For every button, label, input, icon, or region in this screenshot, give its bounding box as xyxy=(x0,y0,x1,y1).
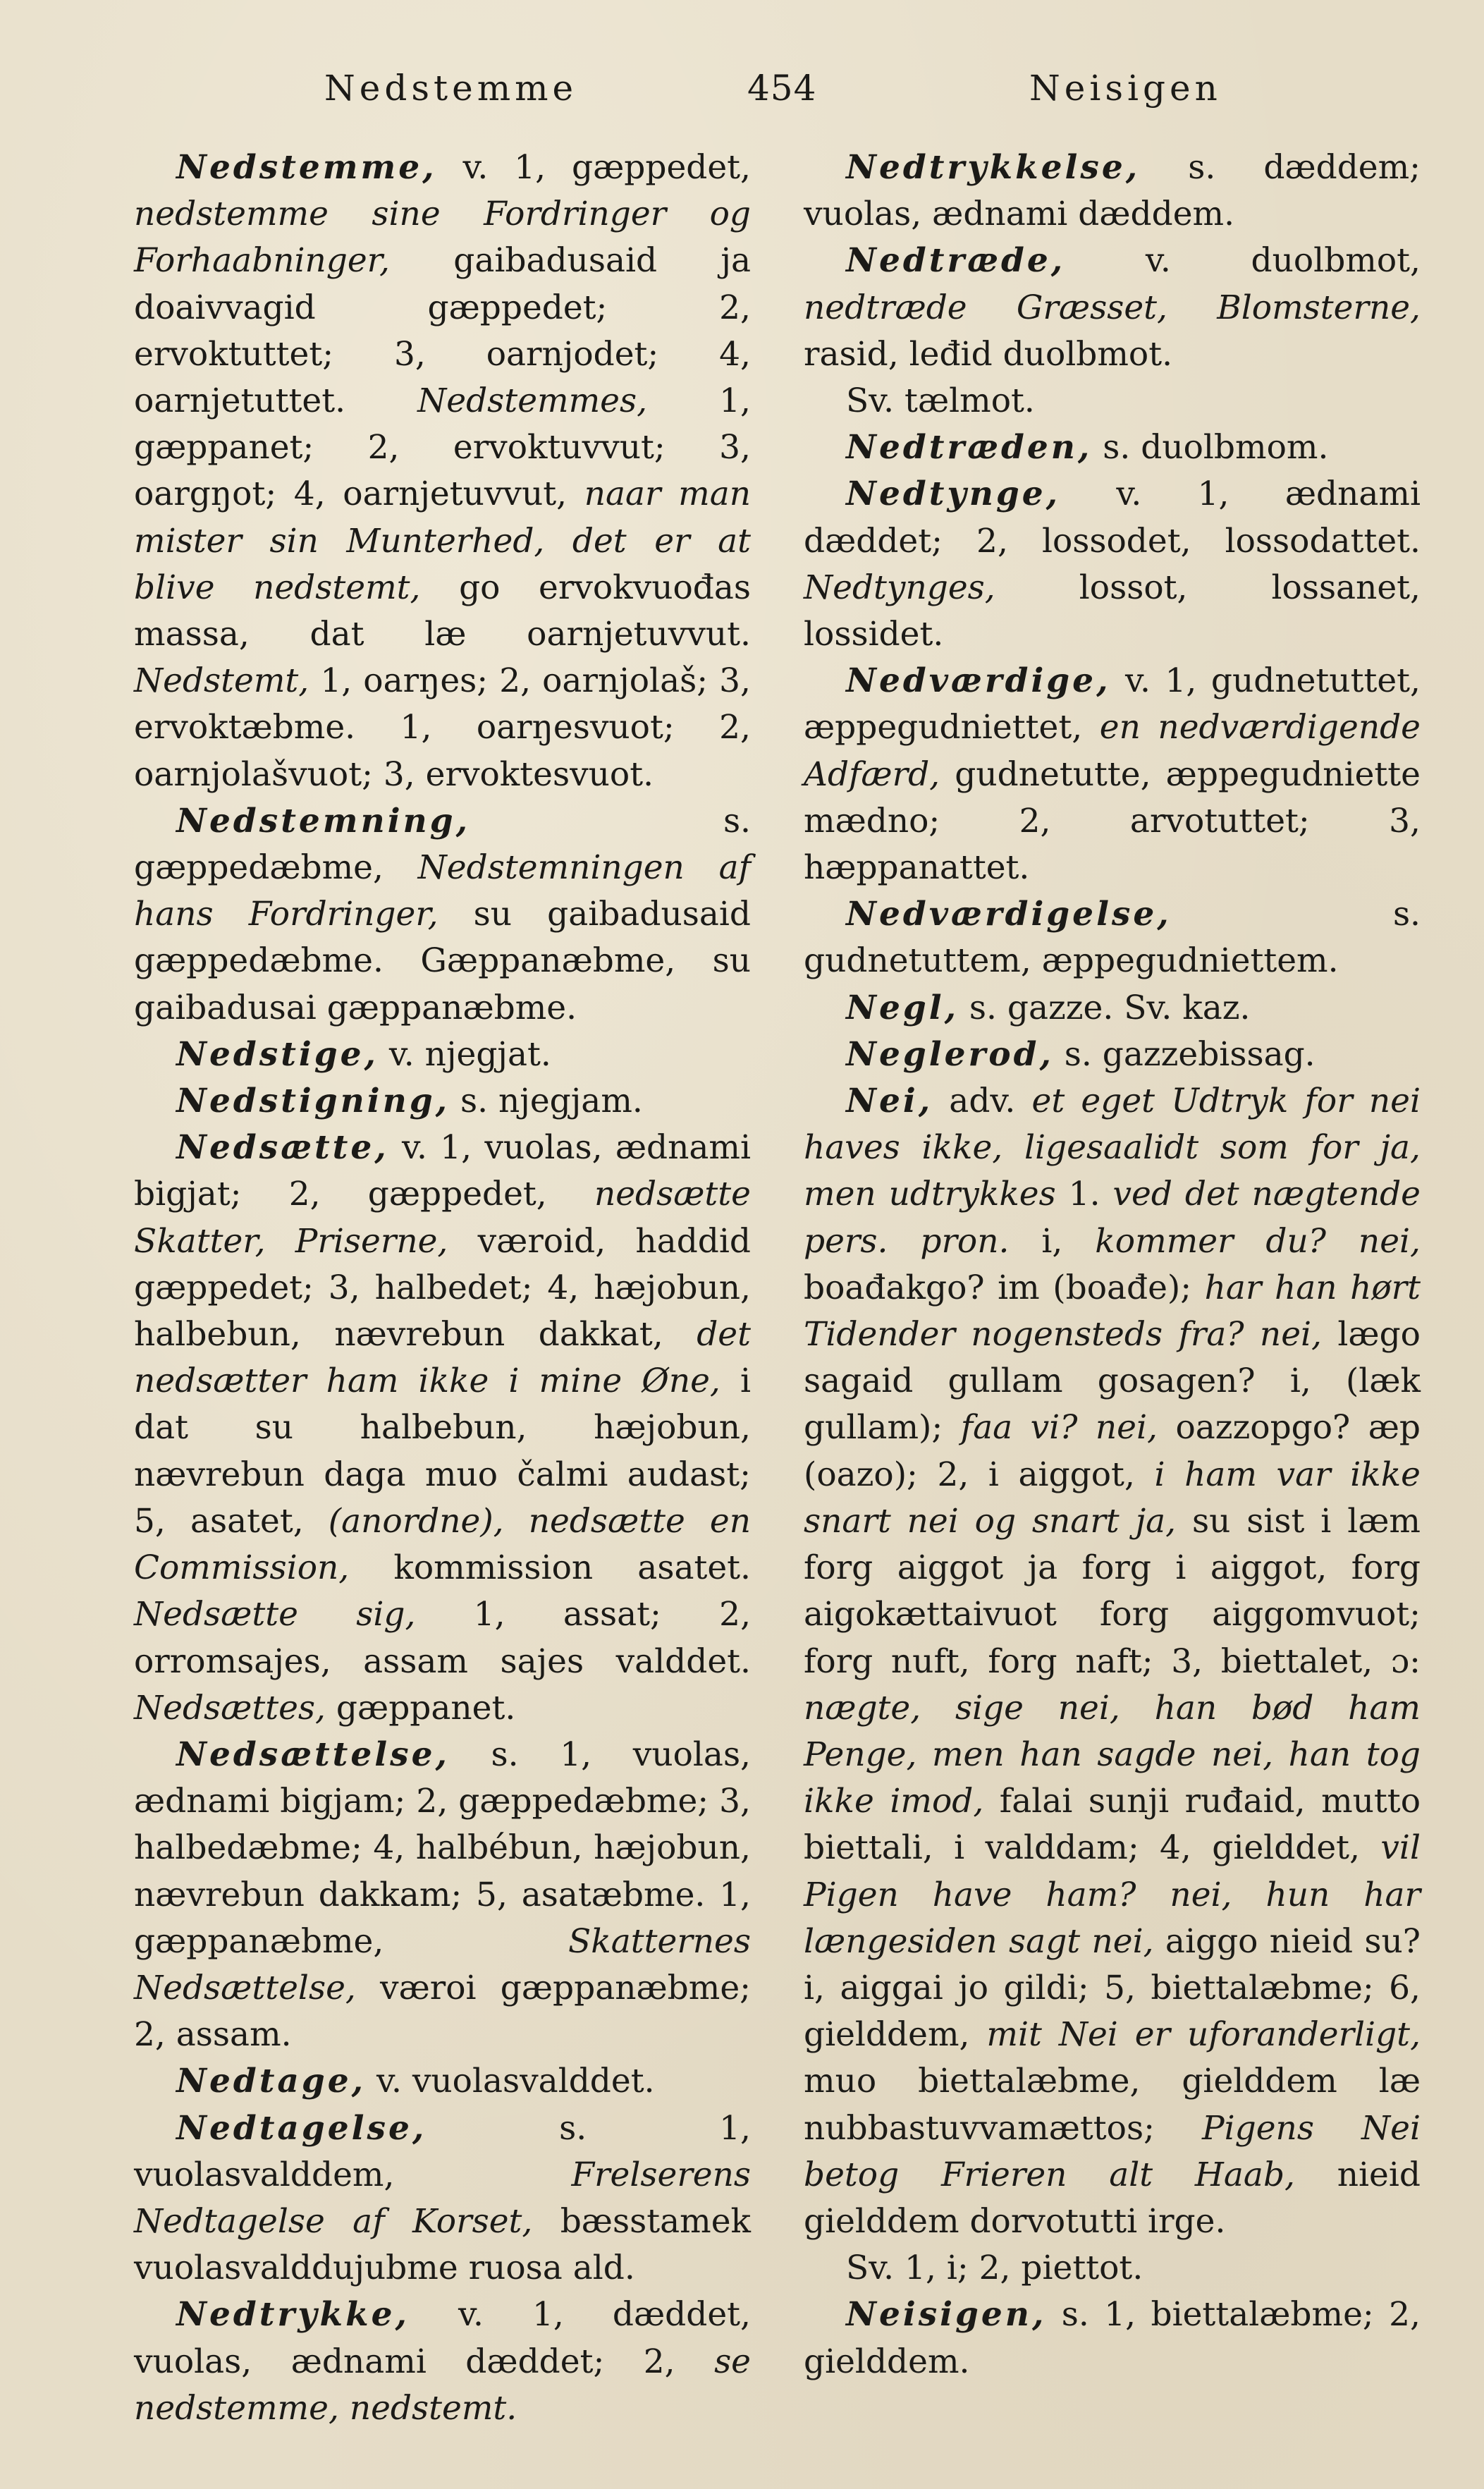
right-column xyxy=(804,145,1421,2385)
entry-example: (anordne), nedsætte en Commission, xyxy=(134,1501,751,1588)
entry-text: oazzopgo? æp (oazo); 2, i aiggot, xyxy=(804,1408,1421,1494)
entry-text: su gaibadusaid gæppedæbme. Gæppanæbme, su gaibadusai gæppanæbme. xyxy=(134,895,751,1027)
entry-headword: Nedtræde, xyxy=(846,241,1066,281)
entry-headword: Nedværdige, xyxy=(846,661,1111,701)
entry-text: v. duolbmot, xyxy=(1065,241,1421,281)
entry-text: v. 1, ædnami dæddet; 2, lossodet, lossodattet. xyxy=(804,475,1421,561)
dictionary-entry xyxy=(134,798,751,1032)
entry-example: i ham var ikke snart nei og snart ja, xyxy=(804,1455,1421,1541)
dictionary-entry xyxy=(804,1032,1421,1078)
entry-example: har han hørt Tidender nogensteds fra? nei, xyxy=(804,1268,1421,1354)
entry-text: s. duolbmom. xyxy=(1092,428,1329,467)
entry-text: s. njegjam. xyxy=(450,1082,643,1121)
dictionary-entry xyxy=(804,145,1421,238)
dictionary-entry xyxy=(134,2058,751,2105)
header-right-word: Neisigen xyxy=(1029,68,1222,109)
entry-text: lægo sagaid gullam gosagen? i, (læk gullam); xyxy=(804,1315,1421,1448)
entry-text: gudnetutte, æppegudniette mædno; 2, arvotuttet; 3, hæppanattet. xyxy=(804,754,1421,888)
entry-text: v. 1, dæddet, vuolas, ædnami dæddet; 2, xyxy=(134,2295,751,2381)
entry-text: s. gudnetuttem, æppegudniettem. xyxy=(804,895,1421,981)
entry-text: 1, gæppanet; 2, ervoktuvvut; 3, oargŋot; 4, oarnjetuvvut, xyxy=(134,381,751,514)
entry-example: Nedstemmes, xyxy=(417,381,648,421)
dictionary-entry xyxy=(804,2292,1421,2385)
entry-text: s. 1, vuolasvalddem, xyxy=(134,2108,751,2194)
entry-headword: Nedtage, xyxy=(176,2062,367,2101)
entry-headword: Nedtynge, xyxy=(846,475,1061,514)
entry-example: mit Nei er uforanderligt, xyxy=(986,2015,1421,2055)
dictionary-entry xyxy=(804,378,1421,424)
entry-text: su sist i læm forg aiggot ja forg i aiggot, forg aigokættaivuot forg aiggomvuot; forg nuft, forg naft; 3, biettalet, ɔ: xyxy=(804,1501,1421,1681)
entry-headword: Nedværdigelse, xyxy=(846,895,1172,934)
running-head xyxy=(106,68,1378,117)
entry-headword: Neisigen, xyxy=(846,2295,1047,2335)
entry-text: s. gazzebissag. xyxy=(1053,1034,1316,1074)
entry-text: s. dæddem; vuolas, ædnami dæddem. xyxy=(804,148,1421,234)
entry-example: Nedsætte sig, xyxy=(134,1595,416,1634)
entry-headword: Nedsætte, xyxy=(176,1128,389,1168)
entry-example: kommer du? nei, xyxy=(1095,1221,1421,1261)
dictionary-entry xyxy=(804,2245,1421,2292)
dictionary-entry xyxy=(804,985,1421,1032)
entry-text: Sv. tælmot. xyxy=(846,381,1035,421)
dictionary-entry xyxy=(134,1125,751,1732)
entry-text: s. gæppedæbme, xyxy=(134,801,751,888)
entry-text: muo biettalæbme, gielddem læ nubbastuvvamættos; xyxy=(804,2062,1421,2148)
entry-text: væroid, haddid gæppedet; 3, halbedet; 4, hæjobun, halbebun, nævrebun dakkat, xyxy=(134,1221,751,1354)
entry-text: lossot, lossanet, lossidet. xyxy=(804,568,1421,654)
entry-headword: Neglerod, xyxy=(846,1034,1054,1074)
entry-text: s. 1, biettalæbme; 2, gielddem. xyxy=(804,2295,1421,2381)
entry-text: falai sunji ruđaid, mutto biettali, i valddam; 4, gielddet, xyxy=(804,1782,1421,1868)
entry-example: nægte, sige nei, han bød ham Penge, men han sagde nei, han tog ikke imod, xyxy=(804,1688,1421,1821)
entry-text: s. 1, vuolas, ædnami bigjam; 2, gæppedæbme; 3, halbedæbme; 4, halbébun, hæjobun, nævrebun dakkam; 5, asatæbme. 1, gæppanæbme, xyxy=(134,1735,751,1961)
entry-headword: Nedstemme, xyxy=(176,148,437,187)
entry-example: Nedstemt, xyxy=(134,661,309,701)
entry-headword: Nedstemning, xyxy=(176,801,470,840)
dictionary-entry xyxy=(804,891,1421,984)
entry-text: 1. xyxy=(1055,1175,1113,1214)
entry-example: se nedstemme, nedstemt. xyxy=(134,2342,751,2428)
dictionary-entry xyxy=(134,145,751,798)
entry-text: 1, assat; 2, orromsajes, assam sajes valddet. xyxy=(134,1595,752,1681)
entry-text: gaibadusaid ja doaivvagid gæppedet; 2, ervoktuttet; 3, oarnjodet; 4, oarnjetuttet. xyxy=(134,241,751,421)
entry-headword: Nedstigning, xyxy=(176,1082,450,1121)
entry-text: i, xyxy=(1009,1221,1096,1261)
dictionary-entry xyxy=(134,2292,751,2432)
entry-example: Nedsættes, xyxy=(134,1688,326,1727)
entry-text: s. gazze. Sv. kaz. xyxy=(958,988,1251,1027)
entry-text: nieid gielddem dorvotutti irge. xyxy=(804,2155,1421,2241)
entry-headword: Nedtrykke, xyxy=(176,2295,410,2335)
entry-text: gæppanet. xyxy=(325,1688,516,1727)
entry-text: v. 1, gæppedet, xyxy=(436,148,751,187)
entry-example: nedtræde Græsset, Blomsterne, xyxy=(804,288,1421,327)
dictionary-entry xyxy=(134,1078,751,1125)
entry-example: en nedværdigende Adfærd, xyxy=(804,708,1421,794)
dictionary-entry xyxy=(804,424,1421,471)
dictionary-entry xyxy=(804,471,1421,658)
entry-example: Frelserens Nedtagelse af Korset, xyxy=(134,2155,751,2241)
entry-headword: Negl, xyxy=(846,988,959,1027)
entry-text: kommission asatet. xyxy=(349,1548,751,1588)
header-left-word: Nedstemme xyxy=(324,68,578,109)
entry-example: faa vi? nei, xyxy=(960,1408,1158,1448)
entry-headword: Nedsættelse, xyxy=(176,1735,450,1774)
page-number: 454 xyxy=(747,68,817,109)
entry-text: 1, oarŋes; 2, oarnjolaš; 3, ervoktæbme. 1, oarŋesvuot; 2, oarnjolašvuot; 3, ervoktesvuot. xyxy=(134,661,751,794)
dictionary-entry xyxy=(134,1032,751,1078)
dictionary-entry xyxy=(134,1732,751,2058)
entry-example: vil Pigen have ham? nei, hun har længesiden sagt nei, xyxy=(804,1828,1421,1961)
dictionary-entry xyxy=(804,1078,1421,2245)
entry-text: go ervokvuođas massa, dat læ oarnjetuvvut. xyxy=(134,568,752,654)
entry-example: Nedstemningen af hans Fordringer, xyxy=(134,848,751,934)
entry-headword: Nedtrykkelse, xyxy=(846,148,1141,187)
entry-text: v. njegjat. xyxy=(378,1034,551,1074)
entry-text: i dat su halbebun, hæjobun, nævrebun daga muo čalmi audast; 5, asatet, xyxy=(134,1362,751,1541)
entry-text: bæsstamek vuolasvalddujubme ruosa ald. xyxy=(134,2201,751,2288)
entry-text: væroi gæppanæbme; 2, assam. xyxy=(134,1968,751,2055)
entry-text: v. 1, gudnetuttet, æppegudniettet, xyxy=(804,661,1421,747)
entry-example: ved det nægtende pers. pron. xyxy=(804,1175,1421,1261)
entry-headword: Nei, xyxy=(846,1082,933,1121)
dictionary-entry xyxy=(804,238,1421,378)
entry-example: et eget Udtryk for nei haves ikke, ligesaalidt som for ja, men udtrykkes xyxy=(804,1082,1421,1214)
entry-example: det nedsætter ham ikke i mine Øne, xyxy=(134,1315,751,1401)
entry-example: naar man mister sin Munterhed, det er at blive nedstemt, xyxy=(134,475,752,607)
entry-text: v. vuolasvalddet. xyxy=(366,2062,655,2101)
entry-text: rasid, leđid duolbmot. xyxy=(804,334,1173,374)
entry-text: Sv. 1, i; 2, piettot. xyxy=(846,2249,1143,2288)
entry-text: aiggo nieid su? i, aiggai jo gildi; 5, biettalæbme; 6, gielddem, xyxy=(804,1921,1421,2055)
entry-example: Skatternes Nedsættelse, xyxy=(134,1921,751,2007)
entry-example: nedstemme sine Fordringer og Forhaabninger, xyxy=(134,195,751,281)
entry-example: Nedtynges, xyxy=(804,568,995,607)
entry-text: boađakgo? im (boađe); xyxy=(804,1268,1205,1307)
entry-text: v. 1, vuolas, ædnami bigjat; 2, gæppedet, xyxy=(134,1128,751,1214)
entry-headword: Nedstige, xyxy=(176,1034,379,1074)
entry-example: Pigens Nei betog Frieren alt Haab, xyxy=(804,2108,1421,2194)
dictionary-entry xyxy=(134,2105,751,2292)
entry-headword: Nedtræden, xyxy=(846,428,1093,467)
left-column xyxy=(134,145,751,2432)
entry-example: nedsætte Skatter, Priserne, xyxy=(134,1175,751,1261)
entry-headword: Nedtagelse, xyxy=(176,2108,427,2148)
dictionary-entry xyxy=(804,658,1421,891)
entry-text: adv. xyxy=(933,1082,1032,1121)
